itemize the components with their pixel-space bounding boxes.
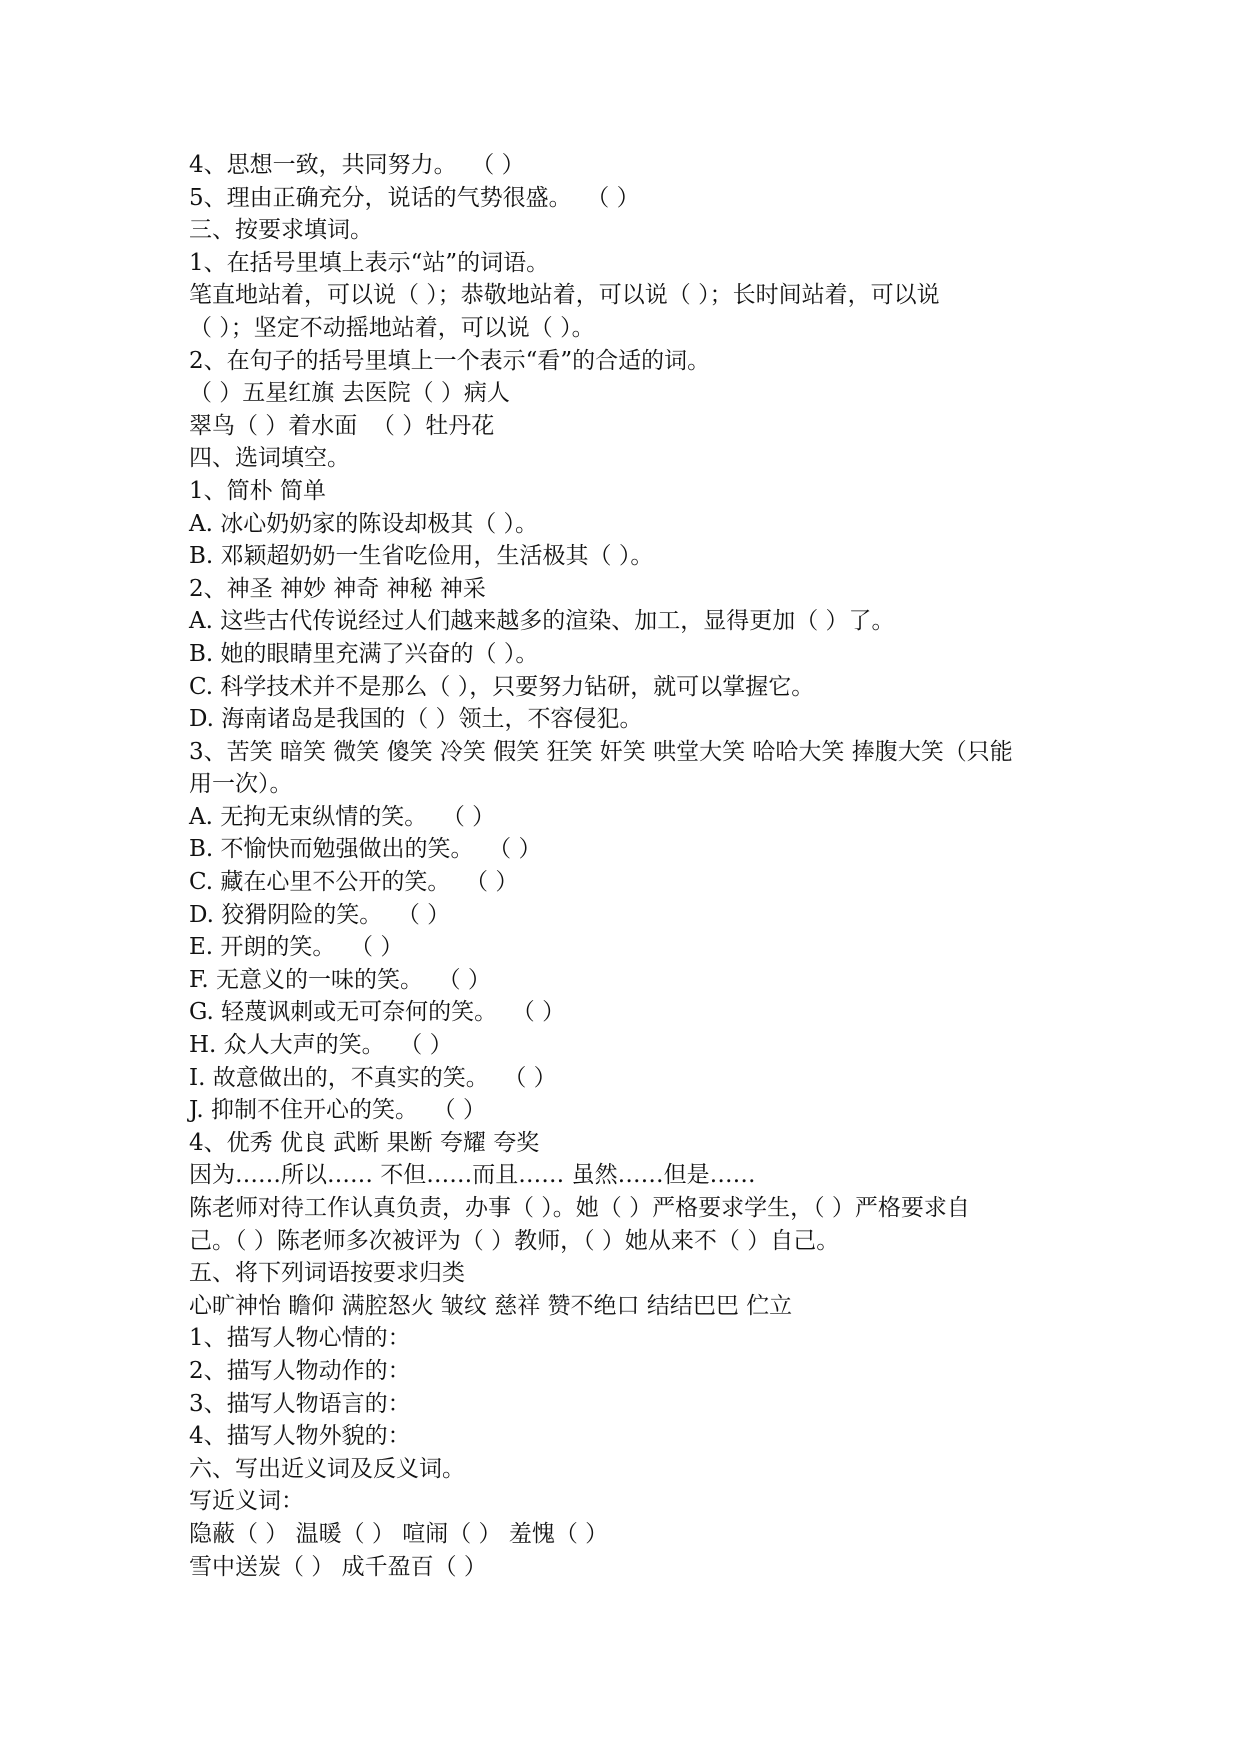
question-line: 雪中送炭（ ） 成千盈百（ ） [189, 1553, 487, 1580]
question-line: 用一次）。 [189, 771, 293, 798]
question-line: 2、神圣 神妙 神奇 神秘 神采 [189, 575, 486, 602]
question-line: 1、描写人物心情的： [189, 1325, 411, 1352]
question-line: 4、描写人物外貌的： [189, 1423, 411, 1450]
question-line: J. 抑制不住开心的笑。 （ ） [189, 1097, 486, 1124]
question-line: A. 无拘无束纵情的笑。 （ ） [189, 803, 496, 830]
question-line: E. 开朗的笑。 （ ） [189, 934, 404, 961]
question-line: B. 她的眼睛里充满了兴奋的（ ）。 [189, 640, 539, 667]
question-line: 5、理由正确充分，说话的气势很盛。 （ ） [189, 184, 640, 211]
question-line: B. 不愉快而勉强做出的笑。 （ ） [189, 836, 542, 863]
question-line: 3、苦笑 暗笑 微笑 傻笑 冷笑 假笑 狂笑 奸笑 哄堂大笑 哈哈大笑 捧腹大笑（只能 [189, 738, 1013, 765]
question-line: G. 轻蔑讽刺或无可奈何的笑。 （ ） [189, 999, 566, 1026]
question-line: I. 故意做出的，不真实的笑。 （ ） [189, 1064, 557, 1091]
question-line: 写近义词： [189, 1488, 304, 1515]
question-line: 1、简朴 简单 [189, 477, 326, 504]
question-line: 3、描写人物语言的： [189, 1390, 411, 1417]
question-line: 1、在括号里填上表示“站”的词语。 [189, 249, 550, 276]
question-line: C. 科学技术并不是那么（ ），只要努力钻研，就可以掌握它。 [189, 673, 815, 700]
question-line: A. 这些古代传说经过人们越来越多的渲染、加工，显得更加（ ）了。 [189, 608, 895, 635]
question-line: 2、在句子的括号里填上一个表示“看”的合适的词。 [189, 347, 711, 374]
question-line: 4、思想一致，共同努力。 （ ） [189, 152, 525, 178]
question-line: H. 众人大声的笑。 （ ） [189, 1032, 453, 1059]
question-line: （ ）；坚定不动摇地站着，可以说（ ）。 [189, 314, 595, 341]
question-line: （ ）五星红旗 去医院（ ）病人 [189, 380, 510, 407]
question-line: 因为……所以…… 不但……而且…… 虽然……但是…… [189, 1162, 756, 1189]
question-line: B. 邓颖超奶奶一生省吃俭用，生活极其（ ）。 [189, 543, 654, 570]
question-line: C. 藏在心里不公开的笑。 （ ） [189, 869, 519, 896]
question-line: 翠鸟（ ）着水面 （ ）牡丹花 [189, 412, 495, 439]
question-line: 2、描写人物动作的： [189, 1357, 411, 1384]
question-line: D. 海南诸岛是我国的（ ）领土，不容侵犯。 [189, 706, 643, 733]
question-line: 隐蔽（ ） 温暖（ ） 喧闹（ ） 羞愧（ ） [189, 1520, 609, 1547]
question-line: D. 狡猾阴险的笑。 （ ） [189, 901, 451, 928]
worksheet-body [189, 149, 1069, 1583]
section-heading: 三、按要求填词。 [189, 217, 373, 244]
section-heading: 四、选词填空。 [189, 445, 350, 472]
section-heading: 五、将下列词语按要求归类 [189, 1260, 465, 1287]
question-line: 陈老师对待工作认真负责，办事（ ）。她（ ）严格要求学生，（ ）严格要求自 [189, 1195, 970, 1221]
question-line: F. 无意义的一味的笑。 （ ） [189, 966, 491, 993]
question-line: A. 冰心奶奶家的陈设却极其（ ）。 [189, 510, 539, 537]
question-line: 笔直地站着，可以说（ ）；恭敬地站着，可以说（ ）；长时间站着，可以说 [189, 282, 940, 309]
question-line: 己。（ ）陈老师多次被评为（ ）教师，（ ）她从来不（ ）自己。 [189, 1227, 840, 1254]
question-line: 4、优秀 优良 武断 果断 夸耀 夸奖 [189, 1129, 540, 1156]
section-heading: 六、写出近义词及反义词。 [189, 1455, 465, 1482]
question-line: 心旷神怡 瞻仰 满腔怒火 皱纹 慈祥 赞不绝口 结结巴巴 伫立 [189, 1292, 793, 1319]
